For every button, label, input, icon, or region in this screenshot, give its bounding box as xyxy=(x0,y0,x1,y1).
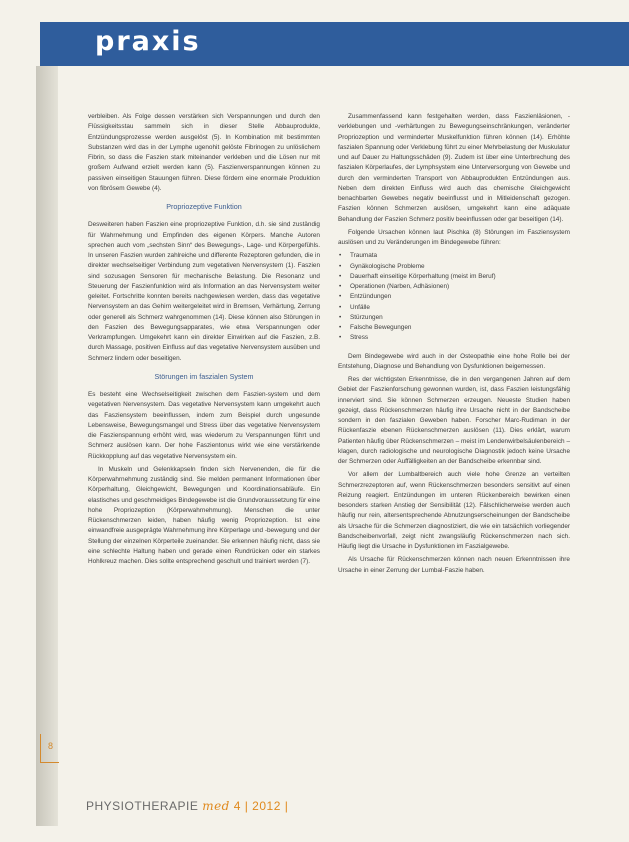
paragraph: Es besteht eine Wechselseitigkeit zwischen dem Faszien-system und dem vegetativen Nervensystem. Das vegetative Nervensystem kann umgekehrt auch das Fasziensystem beeinflussen, indem zum Beispiel durch ungesunde Lebensweise, Bewegungsmangel und Stress über das vegetative Nervensystem die Faszienspannung erhöht wird, was wiederum zu Verspannungen führt und Schmerz auslösen kann. Der hohe Faszientonus wirkt wie eine verstärkende Rückkopplung auf das vegetative Nervensystem ein. xyxy=(88,391,320,460)
paragraph: Desweiteren haben Faszien eine propriozeptive Funktion, d.h. sie sind zuständig für Wahrnehmung und Empfinden des eigenen Körpers. Manche Autoren sprechen auch vom „sechsten Sinn“ des Bewegungs-, Lage- und Körpergefühls. In unseren Faszien wurden zahlreiche und differente Rezeptoren gefunden, die in direkter wechselseitiger Verbindung zum vegetativen Nervensystem (1). Faszien sind sozusagen Sensoren für mechanische Belastung. Die Resonanz und Steuerung der Faszienfunktion wird als Information an das Nervensystem weiter geleitet. Fortschritte konnten bereits nachgewiesen werden, dass das vegetative Nervensystem an das Gehirn weitergeleitet wird in Bremsen, Verhärtung, Zerrung oder generell als Schmerz wahrgenommen (14). Diese können also Störungen in den Faszien des Bewegungsapparates, wie etwa Verspannungen oder Verkrampfungen. Umgekehrt kann ein direkter Einwirken auf die Faszien, z.B. durch Massage, positiven Einfluss auf das vegetative Nervensystem ausüben und Schmerz lindern oder beseitigen. xyxy=(88,221,320,362)
section-heading: Störungen im faszialen System xyxy=(154,371,254,381)
cause-list xyxy=(338,251,570,343)
list-item: • Operationen (Narben, Adhäsionen) xyxy=(338,282,570,292)
list-item: • Entzündungen xyxy=(338,292,570,302)
list-item: • Stürzungen xyxy=(338,313,570,323)
paragraph: Zusammenfassend kann festgehalten werden, dass Faszienläsionen, -verklebungen und -verhärtungen zu Bewegungseinschränkungen, veränderter Propriozeption und verminderter Muskelfunktion führen können (14). Erhöhte faszialen Spannung oder Verklebung führt zu einer Mehrbelastung der Muskulatur und auf Dauer zu Haltungsschäden (9). Zudem ist über eine Unterbrechung des faszialen Körperlaufes, der Lymphsystem eine Unterversorgung von Gewebe und durch den verminderten Transport von Abbauprodukten Entzündungen aus. Neben dem direkten Einfluss wird auch das chemische Gleichgewicht benachbarten Gewebes negativ beeinflusst und in Mitleidenschaft gezogen. Faszien können Schmerzen auslösen, umgekehrt kann eine adäquate Behandlung der Faszien Schmerz positiv beeinflussen oder gar beseitigen (14). xyxy=(338,113,570,223)
section-title: praxis xyxy=(95,26,201,57)
list-item: • Gynäkologische Probleme xyxy=(338,262,570,272)
paragraph: In Muskeln und Gelenkkapseln finden sich Nervenenden, die für die Körperwahrnehmung zuständig sind. Sie melden permanent Informationen über Körperhaltung, Gleichgewicht, Bewegungen und Koordinationsabläufe. Ein elastisches und geschmeidiges Bindegewebe ist die Grundvoraussetzung für eine hohe Propriozeption (Körperwahrnehmung). Menschen die unter Rückenschmerzen leiden, haben häufig wenig Propriozeption. Ist eine einwandfreie ausgeprägte Wahrnehmung ihre Körperlage und -bewegung und der Stellung der einzelnen Körperteile zueinander. Sie erkennen häufig nicht, dass sie eine schlechte Haltung haben und gerade einen Rundrücken oder ein starkes Hohlkreuz machen. Dies sollte entsprechend geschult und trainiert werden (7). xyxy=(88,465,320,565)
list-item: • Dauerhaft einseitige Körperhaltung (meist im Beruf) xyxy=(338,272,570,282)
list-item: • Traumata xyxy=(338,251,570,261)
issue-info: 4 | 2012 | xyxy=(233,799,289,813)
journal-med: med xyxy=(202,799,230,813)
left-column xyxy=(88,112,320,570)
page-number-box xyxy=(40,734,59,763)
list-item: • Stress xyxy=(338,333,570,343)
side-margin-bar xyxy=(36,66,58,826)
list-item: • Falsche Bewegungen xyxy=(338,323,570,333)
paragraph: Folgende Ursachen können laut Pischka (8) Störungen im Fasziensystem auslösen und zu Veränderungen im Bindegewebe führen: xyxy=(338,228,570,246)
journal-name: PHYSIOTHERAPIE xyxy=(86,799,199,813)
right-column xyxy=(338,112,570,579)
paragraph: Res der wichtigsten Erkenntnisse, die in den vergangenen Jahren auf dem Gebiet der Faszienforschung gewonnen wurden, ist, dass Faszien leistungsfähig innerviert sind. Sie können Schmerzen erzeugen. Neueste Studien haben gezeigt, dass Rückenschmerzen häufig ihre Ursache nicht in der Bandscheibe sondern in den faszialen Geweben haben. Forscher Marc-Rudiman in der Rückenfaszie ebenen Rückenschmerzen auslösen (11). Dies erklärt, warum Patienten häufig über Rückenschmerzen – meist im Lendenwirbelsäulenbereich – klagen, durch radiologische und neurologische Diagnostik jedoch keine Ursache der Schmerzen oder Auffälligkeiten an der Bandscheibe erkennbar sind. xyxy=(338,376,570,465)
page-number: 8 xyxy=(48,741,54,751)
paragraph: Als Ursache für Rückenschmerzen können nach neuen Erkenntnissen ihre Ursache in einer Zerrung der Lumbal-Faszie haben. xyxy=(338,556,570,574)
paragraph: Vor allem der Lumbaltbereich auch viele hohe Grenze an verteilten Schmerzrezeptoren auf, wenn Rückenschmerzen besonders sensitivt auf einen Reizung reagiert. Entzündungen im unteren Rückenbereich bewirken einen besonders starken Anstieg der Sensibilität (12). Fälschlicherweise werden auch häufig nur rein, altersentsprechende Abnutzungserscheinungen der Bandscheibe als Ursache für die Schmerzen diagnostiziert, die wie ein tatsächlich vorliegender Bandscheibenvorfall, zeigt nicht zwangsläufig Rückenschmerzen nach sich. Häufig liegt die Ursache in Dysfunktionen im Faszialgewebe. xyxy=(338,471,570,550)
paragraph: verbleiben. Als Folge dessen verstärken sich Verspannungen und durch den Flüssigkeitsstau sammeln sich in dieser Stelle Abbauprodukte, Entzündungsprozesse werden ausgelöst (5). In Kombination mit bestimmten Substanzen wird das in der Lymphe ugenohit gelöste Fibrinogen zu unlöslichem Fibrin, so dass die Faszien stark miteinander verkleben und die Lösen nur mit großem Aufwand erzielt werden kann (5). Faszienverspannungen können zu passiven einseitigen Stauungen führen. Diese fördern eine enormale Produktion von fibrösem Gewebe (4). xyxy=(88,113,320,192)
paragraph: Dem Bindegewebe wird auch in der Osteopathie eine hohe Rolle bei der Entstehung, Diagnose und Behandlung von Dysfunktionen beigemessen. xyxy=(338,352,570,370)
header-banner xyxy=(40,22,629,66)
footer xyxy=(86,799,288,813)
list-item: • Unfälle xyxy=(338,303,570,313)
section-heading: Propriozeptive Funktion xyxy=(166,202,242,211)
